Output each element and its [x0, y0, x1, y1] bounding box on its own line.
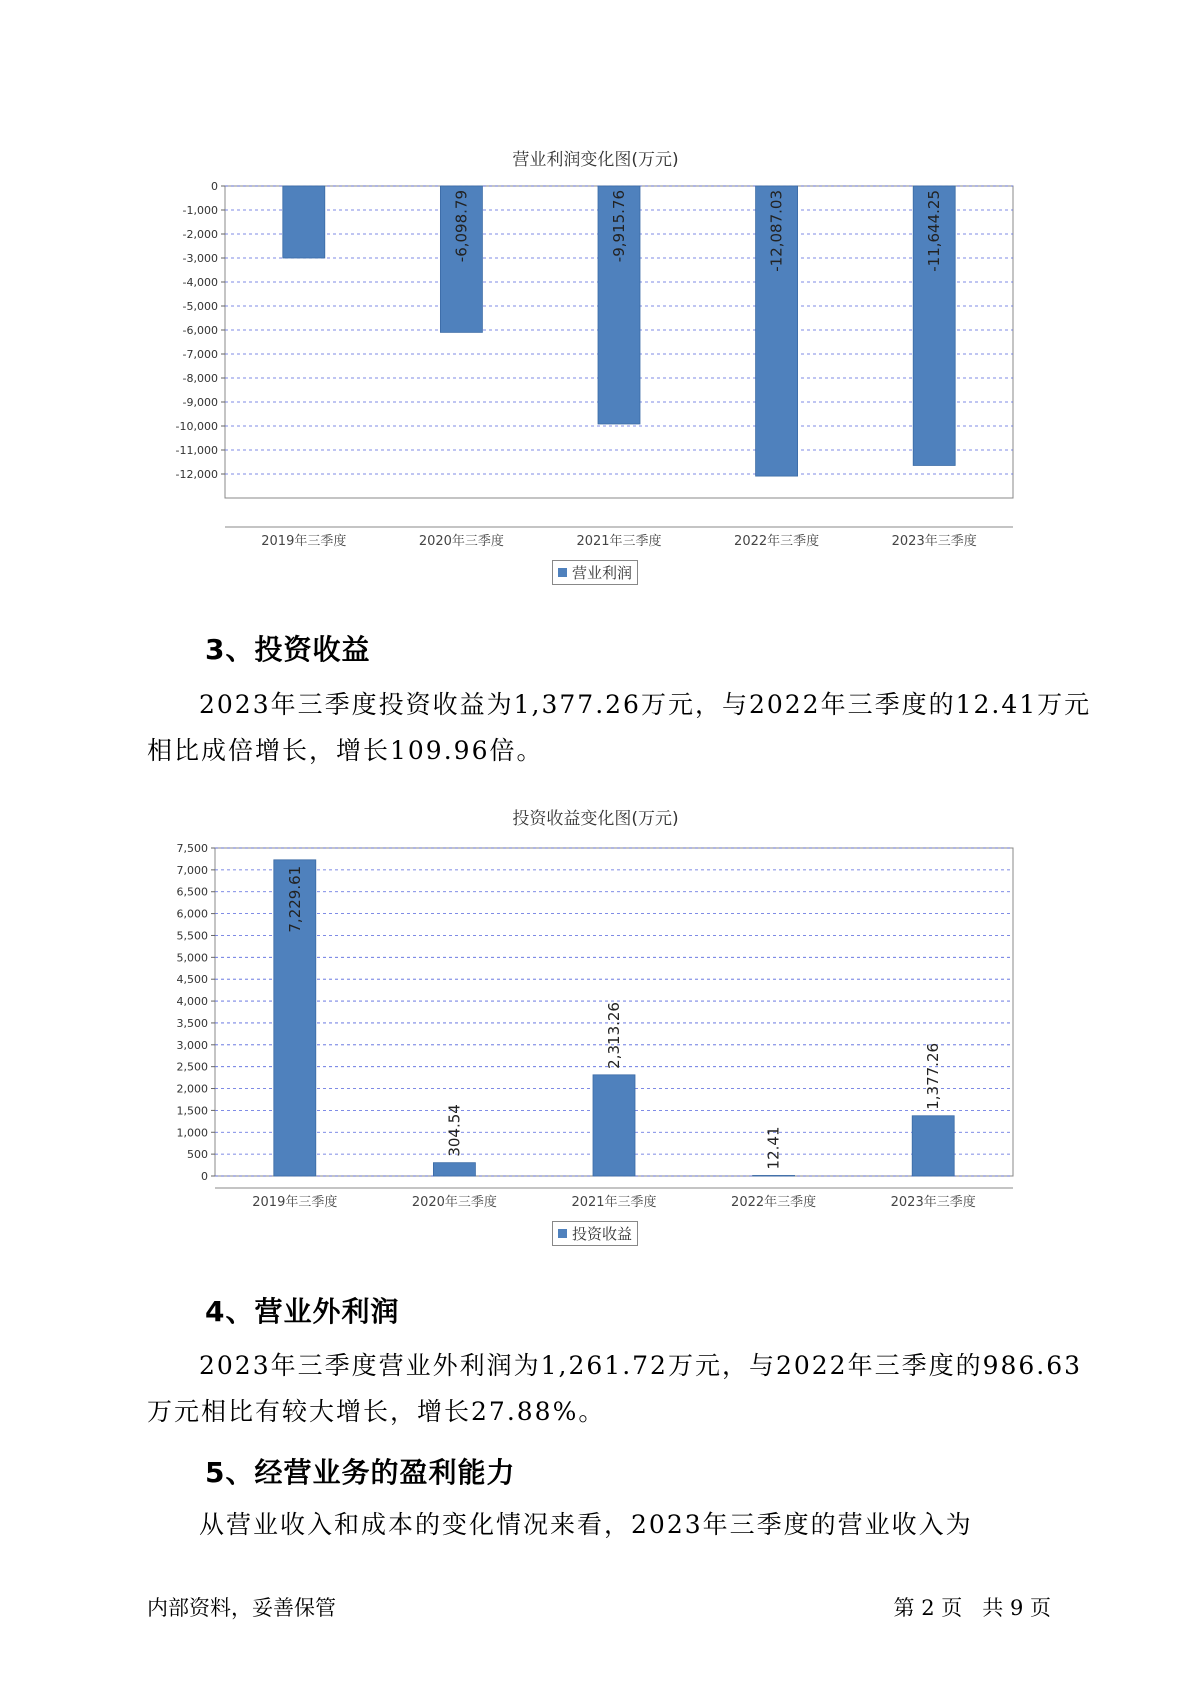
- y-tick-label: 1,500: [176, 1104, 208, 1118]
- data-label: -6,098.79: [452, 190, 471, 263]
- paragraph-line: 2023年三季度投资收益为1,377.26万元，与2022年三季度的12.41万元: [199, 690, 1092, 719]
- y-tick-label: 1,000: [176, 1126, 208, 1140]
- chart1-title: 营业利润变化图(万元): [512, 150, 679, 170]
- y-tick-label: -11,000: [175, 444, 218, 457]
- x-tick-label: 2020年三季度: [411, 1195, 497, 1210]
- y-tick-label: -1,000: [182, 204, 218, 217]
- section5-paragraph: [147, 1502, 1067, 1548]
- paragraph-line: 相比成倍增长，增长109.96倍。: [147, 736, 544, 765]
- legend-swatch: [558, 1229, 567, 1238]
- y-tick-label: -4,000: [182, 276, 218, 289]
- data-label: 2,313.26: [605, 1002, 623, 1069]
- data-label: 7,229.61: [285, 865, 304, 933]
- y-tick-label: -12,000: [175, 468, 218, 481]
- y-tick-label: 3,500: [176, 1016, 208, 1030]
- chart2-legend-label: 投资收益: [572, 1225, 633, 1243]
- y-tick-label: -5,000: [182, 300, 218, 313]
- y-tick-label: 7,000: [176, 863, 208, 877]
- chart2-title: 投资收益变化图(万元): [512, 809, 679, 829]
- y-tick-label: 6,000: [176, 907, 208, 921]
- section4-heading: 4、营业外利润: [205, 1295, 400, 1328]
- y-tick-label: 500: [187, 1148, 208, 1162]
- y-tick-label: 4,500: [176, 973, 208, 987]
- data-label: -9,915.76: [610, 190, 628, 263]
- chart1-legend-label: 营业利润: [572, 564, 633, 582]
- data-label: -11,644.25: [925, 190, 944, 272]
- y-tick-label: 6,500: [176, 885, 208, 899]
- y-tick-label: 0: [211, 180, 218, 193]
- data-label: 304.54: [445, 1104, 464, 1157]
- x-tick-label: 2023年三季度: [890, 1195, 976, 1210]
- y-tick-label: -8,000: [182, 372, 218, 385]
- x-tick-label: 2019年三季度: [252, 1195, 338, 1210]
- data-label: 1,377.26: [924, 1042, 943, 1110]
- x-tick-label: 2021年三季度: [576, 534, 662, 549]
- data-label: 12.41: [764, 1126, 783, 1170]
- y-tick-label: 7,500: [176, 842, 208, 855]
- bar: [593, 1075, 635, 1176]
- x-tick-label: 2022年三季度: [734, 534, 820, 549]
- x-tick-label: 2019年三季度: [261, 534, 347, 549]
- x-tick-label: 2021年三季度: [571, 1195, 657, 1210]
- y-tick-label: 5,000: [176, 951, 208, 965]
- y-tick-label: 3,000: [176, 1038, 208, 1052]
- y-tick-label: -6,000: [182, 324, 218, 337]
- y-tick-label: -3,000: [182, 252, 218, 265]
- paragraph-line: 从营业收入和成本的变化情况来看，2023年三季度的营业收入为: [199, 1510, 973, 1539]
- bar: [433, 1163, 475, 1176]
- x-tick-label: 2023年三季度: [891, 534, 977, 549]
- y-tick-label: 5,500: [176, 929, 208, 943]
- y-tick-label: -7,000: [182, 348, 218, 361]
- paragraph-line: 万元相比有较大增长，增长27.88%。: [147, 1397, 606, 1426]
- bar: [912, 1116, 954, 1176]
- section5-heading: 5、经营业务的盈利能力: [205, 1456, 516, 1489]
- y-tick-label: 2,500: [176, 1060, 208, 1074]
- y-tick-label: -9,000: [182, 396, 218, 409]
- y-tick-label: 4,000: [176, 995, 208, 1009]
- bar: [753, 1175, 795, 1176]
- x-tick-label: 2020年三季度: [418, 534, 504, 549]
- x-tick-label: 2022年三季度: [731, 1195, 817, 1210]
- section4-paragraph: [147, 1343, 1083, 1435]
- y-tick-label: 0: [201, 1170, 208, 1183]
- footer-page-number: 第 2 页 共 9 页: [893, 1596, 1051, 1620]
- y-tick-label: -2,000: [182, 228, 218, 241]
- y-tick-label: 2,000: [176, 1082, 208, 1096]
- y-tick-label: -10,000: [175, 420, 218, 433]
- chart2-legend: [552, 1221, 638, 1246]
- section3-heading: 3、投资收益: [205, 633, 371, 666]
- paragraph-line: 2023年三季度营业外利润为1,261.72万元，与2022年三季度的986.63: [199, 1351, 1083, 1380]
- data-label: -12,087.03: [767, 190, 786, 272]
- footer-left: 内部资料，妥善保管: [147, 1596, 336, 1620]
